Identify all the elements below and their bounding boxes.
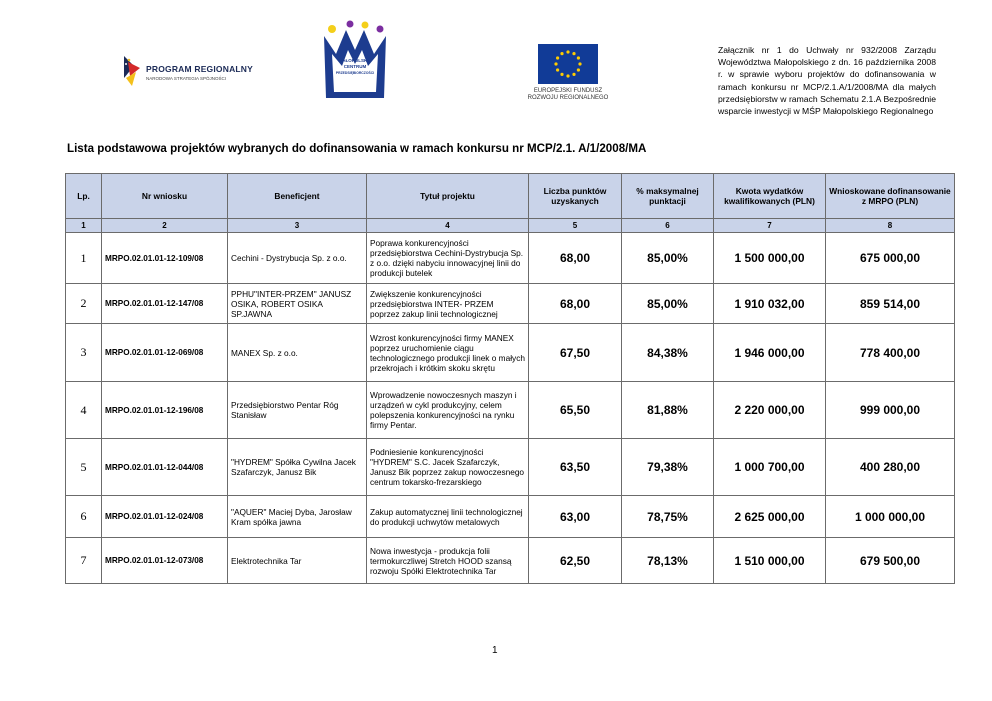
cell-application-number: MRPO.02.01.01-12-109/08: [102, 233, 228, 284]
mcp-logo-text: [335, 58, 375, 76]
table-row: [66, 233, 955, 284]
cell-requested-funding: 400 280,00: [826, 439, 955, 496]
program-regionalny-subtitle: NARODOWA STRATEGIA SPÓJNOŚCI: [146, 76, 227, 81]
column-header: % maksymalnej punktacji: [622, 174, 714, 219]
cell-project-title: Zwiększenie konkurencyjności przedsiębiorstwa INTER- PRZEM poprzez zakup linii technologicznej: [367, 284, 529, 324]
cell-application-number: MRPO.02.01.01-12-196/08: [102, 382, 228, 439]
mcp-logo-line: PRZEDSIĘBIORCZOŚCI: [335, 71, 375, 75]
mcp-logo: [320, 20, 390, 100]
cell-requested-funding: 778 400,00: [826, 324, 955, 382]
page-number: 1: [492, 645, 498, 656]
column-number: 4: [367, 219, 529, 233]
column-header: Beneficjent: [228, 174, 367, 219]
column-header: Nr wniosku: [102, 174, 228, 219]
cell-beneficiary: Elektrotechnika Tar: [228, 538, 367, 584]
program-regionalny-title: PROGRAM REGIONALNY: [146, 64, 254, 74]
cell-percent: 85,00%: [622, 284, 714, 324]
cell-application-number: MRPO.02.01.01-12-024/08: [102, 496, 228, 538]
cell-project-title: Podniesienie konkurencyjności "HYDREM" S.C. Jacek Szafarczyk, Janusz Bik poprzez zakup nowoczesnego centrum tokarsko-frezarskiego: [367, 439, 529, 496]
cell-project-title: Nowa inwestycja - produkcja folii termokurczliwej Stretch HOOD szansą rozwoju Spółki Elektrotechnika Tar: [367, 538, 529, 584]
cell-requested-funding: 1 000 000,00: [826, 496, 955, 538]
table-row: [66, 538, 955, 584]
column-number: 8: [826, 219, 955, 233]
cell-points: 63,00: [529, 496, 622, 538]
cell-lp: 4: [66, 382, 102, 439]
mcp-logo-line: CENTRUM: [343, 64, 367, 69]
cell-project-title: Wprowadzenie nowoczesnych maszyn i urządzeń w cykl produkcyjny, celem polepszenia konkurencyjności na rynku firmy Pentar.: [367, 382, 529, 439]
document-title: Lista podstawowa projektów wybranych do dofinansowania w ramach konkursu nr MCP/2.1. A/1/2008/MA: [67, 142, 647, 155]
cell-eligible-costs: 2 220 000,00: [714, 382, 826, 439]
cell-percent: 78,75%: [622, 496, 714, 538]
eu-logo: [518, 44, 618, 104]
cell-lp: 7: [66, 538, 102, 584]
cell-requested-funding: 679 500,00: [826, 538, 955, 584]
table-row: [66, 439, 955, 496]
cell-project-title: Wzrost konkurencyjności firmy MANEX poprzez uruchomienie ciągu technologicznego produkcji linek o małych przekrojach i krótkim skoku skrętu: [367, 324, 529, 382]
column-number: 3: [228, 219, 367, 233]
cell-application-number: MRPO.02.01.01-12-073/08: [102, 538, 228, 584]
cell-eligible-costs: 1 000 700,00: [714, 439, 826, 496]
cell-lp: 6: [66, 496, 102, 538]
cell-beneficiary: PPHU"INTER-PRZEM" JANUSZ OSIKA, ROBERT OSIKA SP.JAWNA: [228, 284, 367, 324]
cell-beneficiary: "HYDREM" Spółka Cywilna Jacek Szafarczyk, Janusz Bik: [228, 439, 367, 496]
program-regionalny-logo: [122, 52, 262, 88]
attachment-note: Załącznik nr 1 do Uchwały nr 932/2008 Zarządu Województwa Małopolskiego z dn. 16 października 2008 r. w sprawie wyboru projektów do dofinansowania w ramach konkursu nr MCP/2.1.A/1/2008/MA dla małych przedsiębiorstw w ramach Schematu 2.1.A Bezpośrednie wsparcie inwestycji w MŚP Małopolskiego Regionalnego: [718, 45, 936, 117]
program-regionalny-emblem-icon: [122, 52, 144, 88]
column-header: Kwota wydatków kwalifikowanych (PLN): [714, 174, 826, 219]
cell-lp: 1: [66, 233, 102, 284]
eu-stars-icon: [538, 44, 598, 84]
cell-points: 62,50: [529, 538, 622, 584]
column-header: Wnioskowane dofinansowanie z MRPO (PLN): [826, 174, 955, 219]
column-header: Liczba punktów uzyskanych: [529, 174, 622, 219]
cell-lp: 5: [66, 439, 102, 496]
cell-lp: 3: [66, 324, 102, 382]
cell-points: 68,00: [529, 284, 622, 324]
projects-table: [65, 173, 955, 584]
column-number: 5: [529, 219, 622, 233]
cell-eligible-costs: 1 946 000,00: [714, 324, 826, 382]
column-header: Tytuł projektu: [367, 174, 529, 219]
cell-beneficiary: MANEX Sp. z o.o.: [228, 324, 367, 382]
table-row: [66, 284, 955, 324]
column-header: Lp.: [66, 174, 102, 219]
cell-percent: 79,38%: [622, 439, 714, 496]
cell-eligible-costs: 2 625 000,00: [714, 496, 826, 538]
cell-beneficiary: "AQUER" Maciej Dyba, Jarosław Kram spółka jawna: [228, 496, 367, 538]
column-number: 1: [66, 219, 102, 233]
cell-percent: 84,38%: [622, 324, 714, 382]
column-number: 2: [102, 219, 228, 233]
cell-beneficiary: Cechini - Dystrybucja Sp. z o.o.: [228, 233, 367, 284]
cell-percent: 85,00%: [622, 233, 714, 284]
cell-application-number: MRPO.02.01.01-12-147/08: [102, 284, 228, 324]
column-number: 7: [714, 219, 826, 233]
mcp-logo-line: MAŁOPOLSKIE: [338, 58, 372, 63]
column-number-row: [66, 219, 955, 233]
table-row: [66, 324, 955, 382]
cell-beneficiary: Przedsiębiorstwo Pentar Róg Stanisław: [228, 382, 367, 439]
cell-points: 65,50: [529, 382, 622, 439]
cell-points: 68,00: [529, 233, 622, 284]
eu-flag-icon: [538, 44, 598, 84]
table-row: [66, 496, 955, 538]
cell-points: 67,50: [529, 324, 622, 382]
cell-percent: 78,13%: [622, 538, 714, 584]
cell-requested-funding: 675 000,00: [826, 233, 955, 284]
eu-logo-line: ROZWOJU REGIONALNEGO: [527, 95, 609, 101]
cell-points: 63,50: [529, 439, 622, 496]
eu-logo-line: EUROPEJSKI FUNDUSZ: [533, 88, 603, 94]
cell-application-number: MRPO.02.01.01-12-044/08: [102, 439, 228, 496]
cell-lp: 2: [66, 284, 102, 324]
cell-eligible-costs: 1 910 032,00: [714, 284, 826, 324]
table-header-row: [66, 174, 955, 219]
cell-eligible-costs: 1 510 000,00: [714, 538, 826, 584]
table-row: [66, 382, 955, 439]
eu-logo-text: [518, 88, 618, 102]
column-number: 6: [622, 219, 714, 233]
cell-application-number: MRPO.02.01.01-12-069/08: [102, 324, 228, 382]
cell-requested-funding: 999 000,00: [826, 382, 955, 439]
cell-percent: 81,88%: [622, 382, 714, 439]
cell-requested-funding: 859 514,00: [826, 284, 955, 324]
cell-project-title: Zakup automatycznej linii technologicznej do produkcji uchwytów metalowych: [367, 496, 529, 538]
cell-eligible-costs: 1 500 000,00: [714, 233, 826, 284]
cell-project-title: Poprawa konkurencyjności przedsiębiorstwa Cechini-Dystrybucja Sp. z o.o. dzięki nabyciu innowacyjnej linii do produkcji butelek: [367, 233, 529, 284]
